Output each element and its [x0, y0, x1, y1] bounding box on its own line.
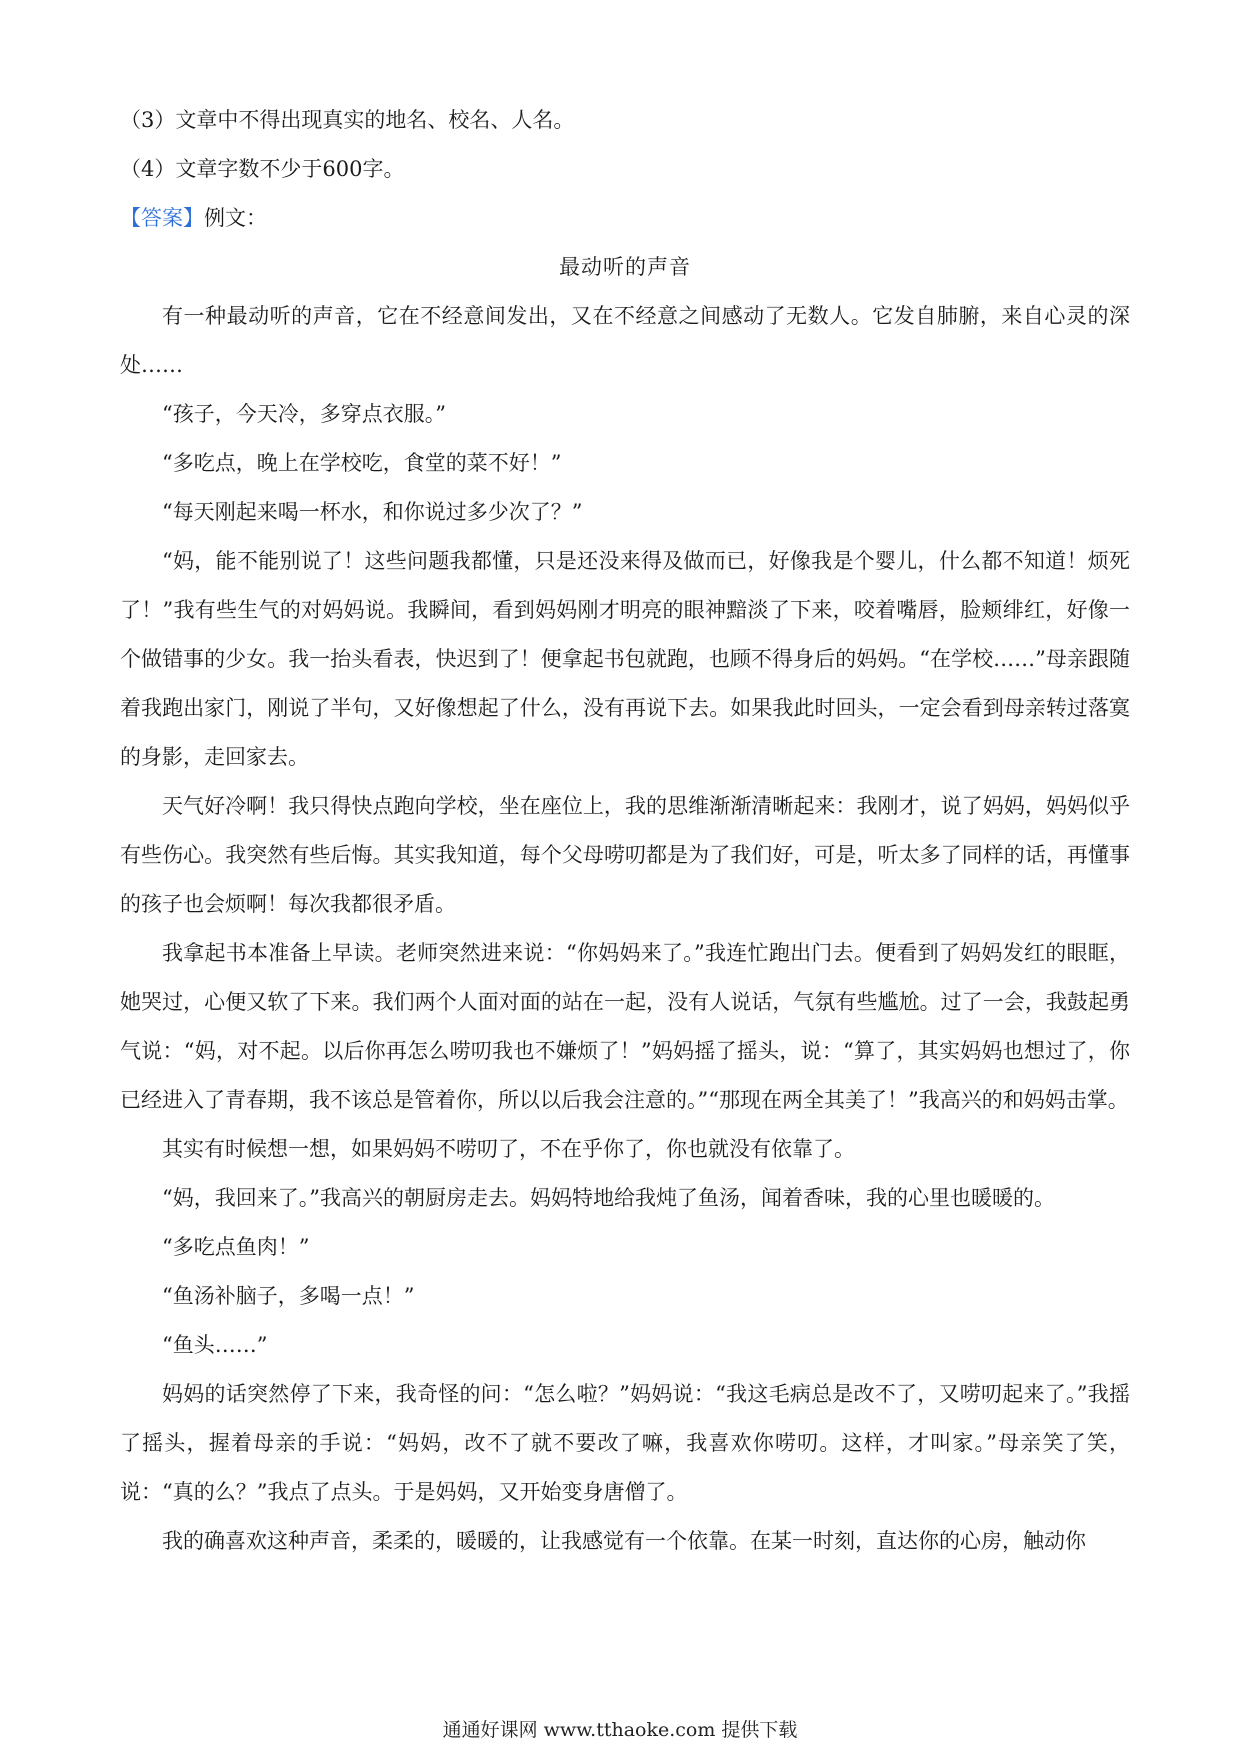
- essay-title: 最动听的声音: [559, 255, 691, 279]
- essay-paragraph: 我的确喜欢这种声音，柔柔的，暖暖的，让我感觉有一个依靠。在某一时刻，直达你的心房，触动你: [162, 1529, 1086, 1553]
- essay-dialogue-line: “每天刚起来喝一杯水，和你说过多少次了？”: [162, 500, 583, 524]
- answer-heading: [120, 194, 1130, 243]
- page-footer: 通通好课网 www.tthaoke.com 提供下载: [442, 1719, 798, 1741]
- requirement-item-4: （4）文章字数不少于600字。: [120, 157, 405, 181]
- essay-dialogue-line: “多吃点，晚上在学校吃，食堂的菜不好！”: [162, 451, 562, 475]
- document-body: [120, 96, 1130, 1566]
- answer-tag: 【答案】: [120, 206, 204, 230]
- essay-dialogue-line: “孩子，今天冷，多穿点衣服。”: [162, 402, 446, 426]
- essay-paragraph: 天气好冷啊！我只得快点跑向学校，坐在座位上，我的思维渐渐清晰起来：我刚才，说了妈妈，妈妈似乎有些伤心。我突然有些后悔。其实我知道，每个父母唠叨都是为了我们好，可是，听太多了同样的话，再懂事的孩子也会烦啊！每次我都很矛盾。: [120, 794, 1130, 916]
- essay-paragraph: 有一种最动听的声音，它在不经意间发出，又在不经意之间感动了无数人。它发自肺腑，来自心灵的深处……: [120, 304, 1130, 377]
- essay-paragraph: 其实有时候想一想，如果妈妈不唠叨了，不在乎你了，你也就没有依靠了。: [162, 1137, 855, 1161]
- essay-dialogue-line: “鱼头……”: [162, 1333, 268, 1357]
- essay-dialogue-line: “多吃点鱼肉！”: [162, 1235, 310, 1259]
- requirement-item-3: （3）文章中不得出现真实的地名、校名、人名。: [120, 108, 575, 132]
- essay-paragraph: 妈妈的话突然停了下来，我奇怪的问：“怎么啦？”妈妈说：“我这毛病总是改不了，又唠叨起来了。”我摇了摇头，握着母亲的手说：“妈妈，改不了就不要改了嘛，我喜欢你唠叨。这样，才叫家。”母亲笑了笑，说：“真的么？”我点了点头。于是妈妈，又开始变身唐僧了。: [120, 1382, 1130, 1504]
- answer-label: 例文：: [204, 206, 267, 230]
- essay-paragraph: “妈，能不能别说了！这些问题我都懂，只是还没来得及做而已，好像我是个婴儿，什么都不知道！烦死了！”我有些生气的对妈妈说。我瞬间，看到妈妈刚才明亮的眼神黯淡了下来，咬着嘴唇，脸颊绯红，好像一个做错事的少女。我一抬头看表，快迟到了！便拿起书包就跑，也顾不得身后的妈妈。“在学校……”母亲跟随着我跑出家门，刚说了半句，又好像想起了什么，没有再说下去。如果我此时回头，一定会看到母亲转过落寞的身影，走回家去。: [120, 549, 1130, 769]
- essay-paragraph: “妈，我回来了。”我高兴的朝厨房走去。妈妈特地给我炖了鱼汤，闻着香味，我的心里也暖暖的。: [162, 1186, 1055, 1210]
- essay-dialogue-line: “鱼汤补脑子，多喝一点！”: [162, 1284, 415, 1308]
- essay-paragraph: 我拿起书本准备上早读。老师突然进来说：“你妈妈来了。”我连忙跑出门去。便看到了妈妈发红的眼眶，她哭过，心便又软了下来。我们两个人面对面的站在一起，没有人说话，气氛有些尴尬。过了一会，我鼓起勇气说：“妈，对不起。以后你再怎么唠叨我也不嫌烦了！”妈妈摇了摇头，说：“算了，其实妈妈也想过了，你已经进入了青春期，我不该总是管着你，所以以后我会注意的。”“那现在两全其美了！”我高兴的和妈妈击掌。: [120, 941, 1130, 1112]
